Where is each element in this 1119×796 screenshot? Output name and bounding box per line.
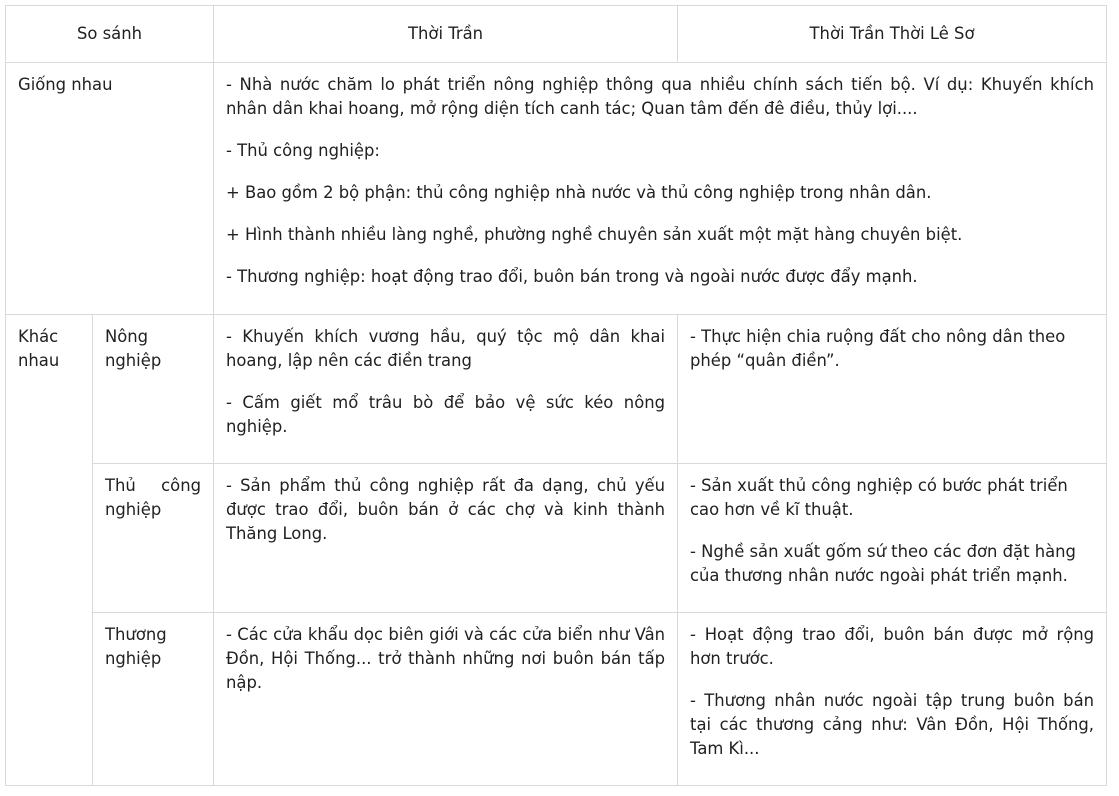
similar-paragraph: + Hình thành nhiều làng nghề, phường nghề chuyên sản xuất một mặt hàng chuyên biệt.	[226, 225, 963, 244]
handicraft-leso	[678, 464, 1107, 613]
label-commerce: Thương nghiệp	[93, 613, 214, 786]
header-leso: Thời Trần Thời Lê Sơ	[678, 6, 1107, 63]
comparison-table	[5, 5, 1107, 786]
cell-paragraph: - Sản xuất thủ công nghiệp có bước phát triển cao hơn về kĩ thuật.	[690, 476, 1068, 519]
cell-paragraph: - Thương nhân nước ngoài tập trung buôn bán tại các thương cảng như: Vân Đồn, Hội Thống, Tam Kì...	[690, 691, 1095, 758]
header-compare: So sánh	[6, 6, 214, 63]
similar-paragraph: - Thương nghiệp: hoạt động trao đổi, buôn bán trong và ngoài nước được đẩy mạnh.	[226, 267, 918, 286]
cell-paragraph: - Sản phẩm thủ công nghiệp rất đa dạng, chủ yếu được trao đổi, buôn bán ở các chợ và kinh thành Thăng Long.	[226, 476, 666, 543]
cell-paragraph: - Nghề sản xuất gốm sứ theo các đơn đặt hàng của thương nhân nước ngoài phát triển mạnh.	[690, 542, 1076, 585]
header-row	[6, 6, 1107, 63]
cell-paragraph: - Thực hiện chia ruộng đất cho nông dân theo phép “quân điền”.	[690, 327, 1066, 370]
label-similar: Giống nhau	[6, 63, 214, 315]
commerce-leso	[678, 613, 1107, 786]
label-agriculture: Nông nghiệp	[93, 315, 214, 464]
header-tran: Thời Trần	[214, 6, 678, 63]
similar-paragraph: - Thủ công nghiệp:	[226, 141, 380, 160]
cell-paragraph: - Cấm giết mổ trâu bò để bảo vệ sức kéo nông nghiệp.	[226, 393, 666, 436]
commerce-tran	[214, 613, 678, 786]
cell-paragraph: - Khuyến khích vương hầu, quý tộc mộ dân khai hoang, lập nên các điền trang	[226, 327, 666, 370]
label-handicraft: Thủ công nghiệp	[93, 464, 214, 613]
cell-paragraph: - Các cửa khẩu dọc biên giới và các cửa biển như Vân Đồn, Hội Thống... trở thành những nơi buôn bán tấp nập.	[226, 625, 666, 692]
agriculture-leso	[678, 315, 1107, 464]
label-different: Khác nhau	[6, 315, 93, 786]
handicraft-tran	[214, 464, 678, 613]
row-commerce	[6, 613, 1107, 786]
row-similar	[6, 63, 1107, 315]
similar-paragraph: + Bao gồm 2 bộ phận: thủ công nghiệp nhà nước và thủ công nghiệp trong nhân dân.	[226, 183, 932, 202]
agriculture-tran	[214, 315, 678, 464]
similar-paragraph: - Nhà nước chăm lo phát triển nông nghiệp thông qua nhiều chính sách tiến bộ. Ví dụ: Khuyến khích nhân dân khai hoang, mở rộng diện tích canh tác; Quan tâm đến đê điều, thủy lợi....	[226, 75, 1095, 118]
row-agriculture	[6, 315, 1107, 464]
row-handicraft	[6, 464, 1107, 613]
similar-content	[214, 63, 1107, 315]
cell-paragraph: - Hoạt động trao đổi, buôn bán được mở rộng hơn trước.	[690, 625, 1095, 668]
